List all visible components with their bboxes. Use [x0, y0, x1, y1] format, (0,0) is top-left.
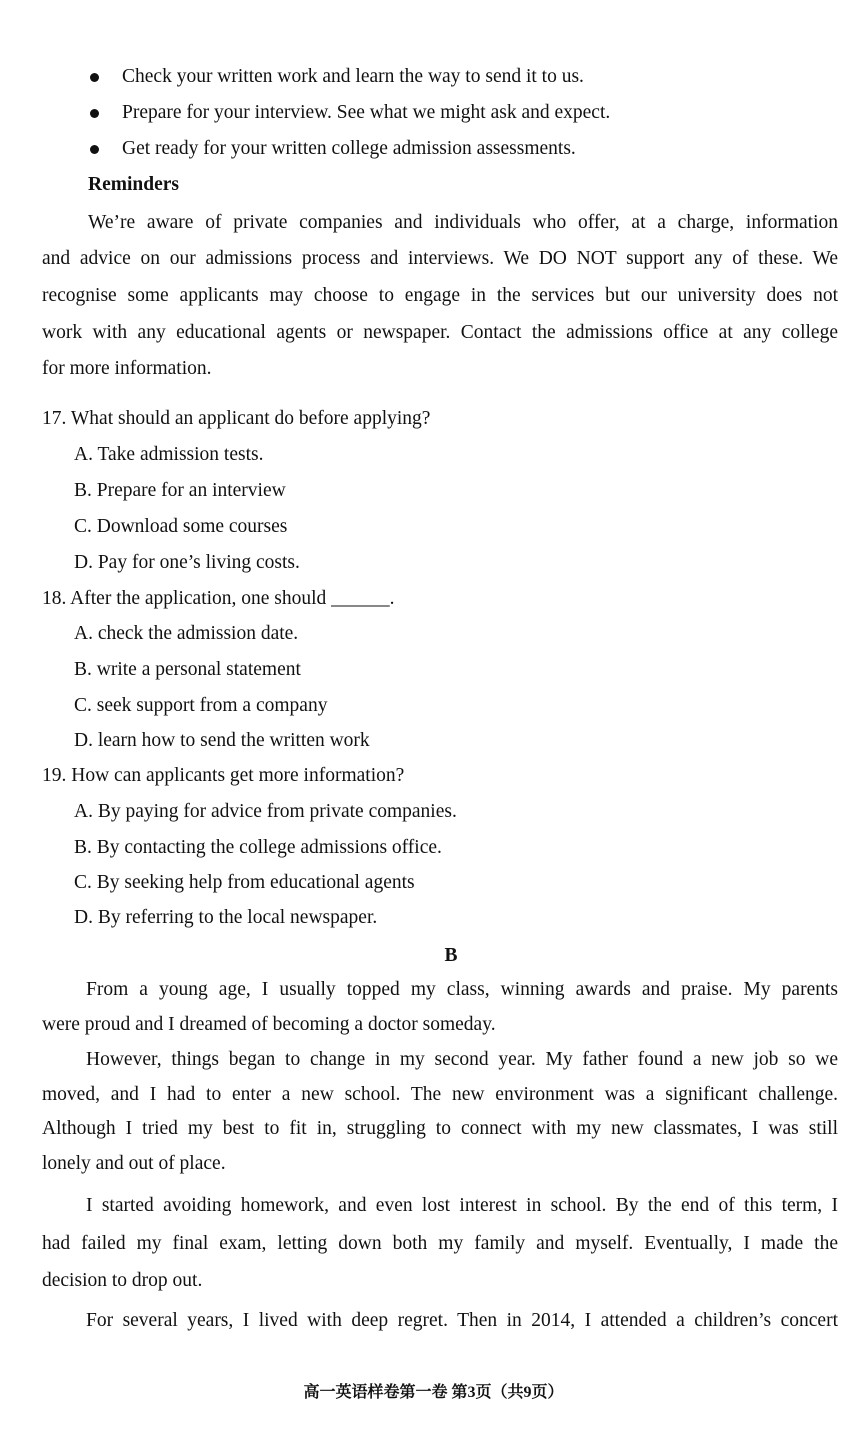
- question-18-option-a: A. check the admission date.: [74, 623, 299, 644]
- passage-line: decision to drop out.: [42, 1270, 203, 1291]
- passage-line: had failed my final exam, letting down both my family and myself. Eventually, I made the: [42, 1233, 838, 1254]
- question-18-stem: 18. After the application, one should ______.: [42, 588, 395, 609]
- reminders-line: We’re aware of private companies and individuals who offer, at a charge, information: [88, 212, 838, 233]
- passage-line: Although I tried my best to fit in, struggling to connect with my new classmates, I was still: [42, 1118, 838, 1139]
- question-17-stem: 17. What should an applicant do before applying?: [42, 408, 431, 429]
- passage-line: However, things began to change in my second year. My father found a new job so we: [86, 1049, 838, 1070]
- question-18-option-b: B. write a personal statement: [74, 659, 301, 680]
- bullet-dot: [90, 109, 99, 118]
- question-19-option-b: B. By contacting the college admissions office.: [74, 837, 442, 858]
- section-b-title: B: [444, 945, 458, 966]
- bullet-dot: [90, 73, 99, 82]
- reminders-line: for more information.: [42, 358, 212, 379]
- bullet-item-interview: Prepare for your interview. See what we might ask and expect.: [122, 102, 611, 123]
- question-19-option-a: A. By paying for advice from private companies.: [74, 801, 457, 822]
- page-footer: 高一英语样卷第一卷 第3页（共9页）: [303, 1384, 564, 1401]
- bullet-dot: [90, 145, 99, 154]
- question-19-option-c: C. By seeking help from educational agents: [74, 872, 415, 893]
- passage-line: moved, and I had to enter a new school. The new environment was a significant challenge.: [42, 1084, 838, 1105]
- question-18-option-c: C. seek support from a company: [74, 695, 328, 716]
- question-17-option-a: A. Take admission tests.: [74, 444, 264, 465]
- bullet-item-check-work: Check your written work and learn the way to send it to us.: [122, 66, 584, 87]
- passage-line: For several years, I lived with deep regret. Then in 2014, I attended a children’s concert: [86, 1310, 838, 1331]
- bullet-item-assessments: Get ready for your written college admission assessments.: [122, 138, 576, 159]
- reminders-line: and advice on our admissions process and interviews. We DO NOT support any of these. We: [42, 248, 838, 269]
- question-19-option-d: D. By referring to the local newspaper.: [74, 907, 378, 928]
- question-17-option-d: D. Pay for one’s living costs.: [74, 552, 300, 573]
- passage-line: I started avoiding homework, and even lost interest in school. By the end of this term, I: [86, 1195, 838, 1216]
- question-17-option-c: C. Download some courses: [74, 516, 288, 537]
- question-19-stem: 19. How can applicants get more information?: [42, 765, 405, 786]
- passage-line: From a young age, I usually topped my class, winning awards and praise. My parents: [86, 979, 838, 1000]
- reminders-line: work with any educational agents or newspaper. Contact the admissions office at any college: [42, 322, 838, 343]
- question-18-option-d: D. learn how to send the written work: [74, 730, 370, 751]
- reminders-line: recognise some applicants may choose to engage in the services but our university does not: [42, 285, 838, 306]
- passage-line: were proud and I dreamed of becoming a doctor someday.: [42, 1014, 496, 1035]
- passage-line: lonely and out of place.: [42, 1153, 226, 1174]
- question-17-option-b: B. Prepare for an interview: [74, 480, 286, 501]
- reminders-heading: Reminders: [88, 174, 179, 195]
